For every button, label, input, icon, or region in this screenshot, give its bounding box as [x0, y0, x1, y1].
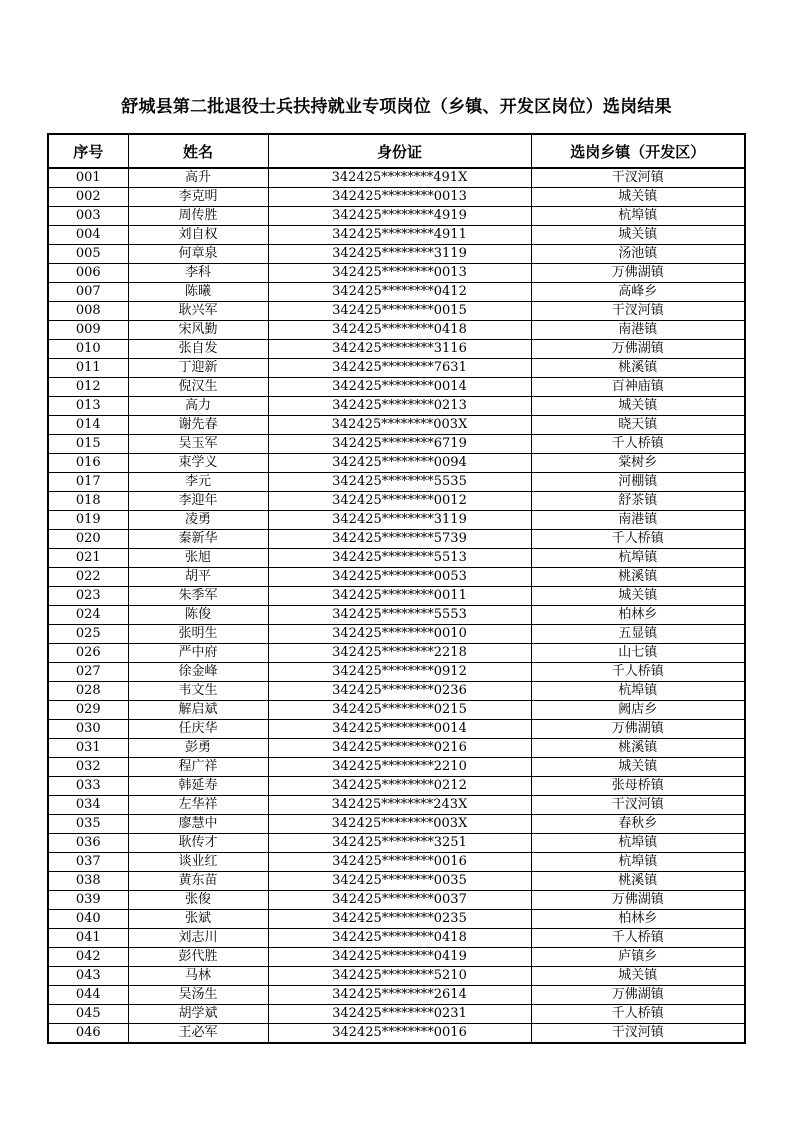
cell-serial-number: 017: [48, 473, 128, 492]
cell-serial-number: 045: [48, 1005, 128, 1024]
cell-name: 周传胜: [128, 207, 268, 226]
table-row: [48, 967, 745, 986]
cell-name: 解启斌: [128, 701, 268, 720]
cell-name: 何章泉: [128, 245, 268, 264]
cell-serial-number: 022: [48, 568, 128, 587]
cell-name: 马林: [128, 967, 268, 986]
cell-selected-town: 杭埠镇: [531, 834, 745, 853]
cell-serial-number: 033: [48, 777, 128, 796]
table-row: [48, 302, 745, 321]
cell-selected-town: 桃溪镇: [531, 568, 745, 587]
cell-id-number: 342425********0053: [268, 568, 531, 587]
table-row: [48, 587, 745, 606]
cell-serial-number: 015: [48, 435, 128, 454]
cell-name: 秦新华: [128, 530, 268, 549]
page-title: 舒城县第二批退役士兵扶持就业专项岗位（乡镇、开发区岗位）选岗结果: [121, 97, 672, 117]
table-row: [48, 644, 745, 663]
cell-selected-town: 舒茶镇: [531, 492, 745, 511]
cell-serial-number: 032: [48, 758, 128, 777]
table-row: [48, 872, 745, 891]
cell-selected-town: 干汊河镇: [531, 302, 745, 321]
table-row: [48, 777, 745, 796]
cell-serial-number: 031: [48, 739, 128, 758]
cell-selected-town: 桃溪镇: [531, 359, 745, 378]
cell-serial-number: 041: [48, 929, 128, 948]
cell-selected-town: 杭埠镇: [531, 549, 745, 568]
cell-serial-number: 030: [48, 720, 128, 739]
cell-serial-number: 004: [48, 226, 128, 245]
table-row: [48, 910, 745, 929]
cell-name: 陈曦: [128, 283, 268, 302]
cell-id-number: 342425********2210: [268, 758, 531, 777]
cell-name: 张自发: [128, 340, 268, 359]
table-row: [48, 435, 745, 454]
cell-name: 丁迎新: [128, 359, 268, 378]
cell-serial-number: 024: [48, 606, 128, 625]
cell-selected-town: 万佛湖镇: [531, 891, 745, 910]
cell-selected-town: 晓天镇: [531, 416, 745, 435]
cell-id-number: 342425********3251: [268, 834, 531, 853]
cell-name: 胡学斌: [128, 1005, 268, 1024]
cell-selected-town: 杭埠镇: [531, 853, 745, 872]
cell-id-number: 342425********7631: [268, 359, 531, 378]
table-row: [48, 606, 745, 625]
cell-id-number: 342425********0912: [268, 663, 531, 682]
cell-id-number: 342425********0215: [268, 701, 531, 720]
table-row: [48, 321, 745, 340]
table-row: [48, 378, 745, 397]
cell-selected-town: 五显镇: [531, 625, 745, 644]
table-row: [48, 397, 745, 416]
cell-name: 李元: [128, 473, 268, 492]
table-row: [48, 245, 745, 264]
cell-id-number: 342425********0412: [268, 283, 531, 302]
table-row: [48, 359, 745, 378]
cell-selected-town: 干汊河镇: [531, 1024, 745, 1044]
cell-name: 韦文生: [128, 682, 268, 701]
table-row: [48, 283, 745, 302]
table-row: [48, 682, 745, 701]
cell-serial-number: 006: [48, 264, 128, 283]
cell-name: 胡平: [128, 568, 268, 587]
table-row: [48, 416, 745, 435]
cell-id-number: 342425********003X: [268, 416, 531, 435]
cell-selected-town: 千人桥镇: [531, 435, 745, 454]
cell-id-number: 342425********0016: [268, 853, 531, 872]
cell-selected-town: 杭埠镇: [531, 207, 745, 226]
cell-selected-town: 桃溪镇: [531, 872, 745, 891]
cell-id-number: 342425********2614: [268, 986, 531, 1005]
cell-name: 谈业红: [128, 853, 268, 872]
cell-serial-number: 039: [48, 891, 128, 910]
cell-selected-town: 百神庙镇: [531, 378, 745, 397]
table-row: [48, 188, 745, 207]
cell-id-number: 342425********0013: [268, 188, 531, 207]
table-row: [48, 948, 745, 967]
cell-selected-town: 阙店乡: [531, 701, 745, 720]
cell-selected-town: 棠树乡: [531, 454, 745, 473]
cell-selected-town: 城关镇: [531, 758, 745, 777]
cell-selected-town: 南港镇: [531, 321, 745, 340]
cell-id-number: 342425********5535: [268, 473, 531, 492]
cell-selected-town: 桃溪镇: [531, 739, 745, 758]
cell-name: 李迎年: [128, 492, 268, 511]
cell-serial-number: 009: [48, 321, 128, 340]
cell-selected-town: 张母桥镇: [531, 777, 745, 796]
cell-serial-number: 005: [48, 245, 128, 264]
cell-serial-number: 037: [48, 853, 128, 872]
cell-serial-number: 013: [48, 397, 128, 416]
cell-name: 李克明: [128, 188, 268, 207]
cell-name: 黄东苗: [128, 872, 268, 891]
table-row: [48, 853, 745, 872]
cell-serial-number: 018: [48, 492, 128, 511]
cell-name: 刘志川: [128, 929, 268, 948]
cell-selected-town: 万佛湖镇: [531, 264, 745, 283]
cell-id-number: 342425********0012: [268, 492, 531, 511]
cell-name: 韩延寿: [128, 777, 268, 796]
table-header-row: [48, 134, 745, 168]
cell-selected-town: 山七镇: [531, 644, 745, 663]
cell-serial-number: 008: [48, 302, 128, 321]
table-row: [48, 663, 745, 682]
header-id-number: 身份证: [268, 134, 531, 168]
cell-id-number: 342425********3116: [268, 340, 531, 359]
cell-id-number: 342425********0014: [268, 720, 531, 739]
cell-serial-number: 028: [48, 682, 128, 701]
cell-id-number: 342425********0037: [268, 891, 531, 910]
cell-id-number: 342425********0035: [268, 872, 531, 891]
table-row: [48, 986, 745, 1005]
cell-serial-number: 040: [48, 910, 128, 929]
cell-name: 彭勇: [128, 739, 268, 758]
cell-name: 陈俊: [128, 606, 268, 625]
table-row: [48, 473, 745, 492]
cell-serial-number: 016: [48, 454, 128, 473]
table-row: [48, 454, 745, 473]
cell-selected-town: 干汊河镇: [531, 168, 745, 188]
cell-selected-town: 城关镇: [531, 188, 745, 207]
cell-selected-town: 河棚镇: [531, 473, 745, 492]
cell-serial-number: 034: [48, 796, 128, 815]
cell-name: 严中府: [128, 644, 268, 663]
cell-id-number: 342425********4911: [268, 226, 531, 245]
table-row: [48, 625, 745, 644]
cell-serial-number: 038: [48, 872, 128, 891]
cell-serial-number: 036: [48, 834, 128, 853]
cell-serial-number: 011: [48, 359, 128, 378]
header-selected-town: 选岗乡镇（开发区）: [531, 134, 745, 168]
table-row: [48, 530, 745, 549]
cell-name: 宋风勤: [128, 321, 268, 340]
cell-name: 朱季军: [128, 587, 268, 606]
header-name: 姓名: [128, 134, 268, 168]
cell-serial-number: 035: [48, 815, 128, 834]
cell-name: 徐金峰: [128, 663, 268, 682]
cell-name: 任庆华: [128, 720, 268, 739]
cell-name: 左华祥: [128, 796, 268, 815]
cell-name: 张旭: [128, 549, 268, 568]
cell-selected-town: 千人桥镇: [531, 929, 745, 948]
cell-serial-number: 023: [48, 587, 128, 606]
cell-serial-number: 046: [48, 1024, 128, 1044]
cell-id-number: 342425********3119: [268, 245, 531, 264]
cell-id-number: 342425********5513: [268, 549, 531, 568]
cell-selected-town: 杭埠镇: [531, 682, 745, 701]
table-row: [48, 568, 745, 587]
table-row: [48, 929, 745, 948]
cell-id-number: 342425********0235: [268, 910, 531, 929]
table-row: [48, 758, 745, 777]
cell-serial-number: 014: [48, 416, 128, 435]
cell-id-number: 342425********5739: [268, 530, 531, 549]
table-row: [48, 815, 745, 834]
cell-selected-town: 万佛湖镇: [531, 340, 745, 359]
cell-name: 刘自权: [128, 226, 268, 245]
cell-selected-town: 柏林乡: [531, 606, 745, 625]
cell-id-number: 342425********0418: [268, 321, 531, 340]
cell-id-number: 342425********0011: [268, 587, 531, 606]
table-row: [48, 891, 745, 910]
cell-id-number: 342425********0418: [268, 929, 531, 948]
results-table: [47, 133, 746, 1044]
table-row: [48, 796, 745, 815]
table-row: [48, 1005, 745, 1024]
table-row: [48, 226, 745, 245]
cell-selected-town: 高峰乡: [531, 283, 745, 302]
cell-serial-number: 010: [48, 340, 128, 359]
cell-selected-town: 千人桥镇: [531, 663, 745, 682]
table-row: [48, 720, 745, 739]
cell-serial-number: 002: [48, 188, 128, 207]
cell-id-number: 342425********0236: [268, 682, 531, 701]
cell-selected-town: 城关镇: [531, 226, 745, 245]
cell-selected-town: 汤池镇: [531, 245, 745, 264]
table-row: [48, 834, 745, 853]
cell-id-number: 342425********2218: [268, 644, 531, 663]
cell-id-number: 342425********0014: [268, 378, 531, 397]
cell-serial-number: 026: [48, 644, 128, 663]
cell-serial-number: 044: [48, 986, 128, 1005]
cell-name: 高升: [128, 168, 268, 188]
cell-selected-town: 南港镇: [531, 511, 745, 530]
header-serial-number: 序号: [48, 134, 128, 168]
cell-selected-town: 柏林乡: [531, 910, 745, 929]
cell-name: 凌勇: [128, 511, 268, 530]
cell-id-number: 342425********0213: [268, 397, 531, 416]
cell-serial-number: 021: [48, 549, 128, 568]
table-row: [48, 168, 745, 188]
cell-id-number: 342425********4919: [268, 207, 531, 226]
cell-serial-number: 003: [48, 207, 128, 226]
cell-name: 耿传才: [128, 834, 268, 853]
cell-serial-number: 042: [48, 948, 128, 967]
cell-selected-town: 千人桥镇: [531, 1005, 745, 1024]
cell-selected-town: 干汊河镇: [531, 796, 745, 815]
cell-name: 彭代胜: [128, 948, 268, 967]
cell-id-number: 342425********6719: [268, 435, 531, 454]
table-body: [48, 168, 745, 1043]
cell-name: 张明生: [128, 625, 268, 644]
cell-id-number: 342425********0212: [268, 777, 531, 796]
table-row: [48, 511, 745, 530]
cell-serial-number: 019: [48, 511, 128, 530]
cell-id-number: 342425********0094: [268, 454, 531, 473]
cell-name: 高力: [128, 397, 268, 416]
cell-selected-town: 城关镇: [531, 587, 745, 606]
cell-id-number: 342425********3119: [268, 511, 531, 530]
cell-serial-number: 007: [48, 283, 128, 302]
cell-name: 倪汉生: [128, 378, 268, 397]
table-row: [48, 492, 745, 511]
cell-name: 耿兴军: [128, 302, 268, 321]
cell-name: 吴玉军: [128, 435, 268, 454]
cell-selected-town: 城关镇: [531, 397, 745, 416]
cell-serial-number: 020: [48, 530, 128, 549]
cell-name: 李科: [128, 264, 268, 283]
table-row: [48, 264, 745, 283]
cell-id-number: 342425********0015: [268, 302, 531, 321]
cell-name: 张俊: [128, 891, 268, 910]
cell-selected-town: 万佛湖镇: [531, 986, 745, 1005]
cell-name: 张斌: [128, 910, 268, 929]
cell-id-number: 342425********0231: [268, 1005, 531, 1024]
table-row: [48, 1024, 745, 1044]
cell-id-number: 342425********491X: [268, 168, 531, 188]
table-row: [48, 340, 745, 359]
cell-serial-number: 012: [48, 378, 128, 397]
cell-id-number: 342425********003X: [268, 815, 531, 834]
cell-serial-number: 029: [48, 701, 128, 720]
cell-id-number: 342425********5553: [268, 606, 531, 625]
cell-id-number: 342425********0016: [268, 1024, 531, 1044]
cell-selected-town: 千人桥镇: [531, 530, 745, 549]
cell-name: 王必军: [128, 1024, 268, 1044]
cell-serial-number: 001: [48, 168, 128, 188]
cell-serial-number: 025: [48, 625, 128, 644]
table-row: [48, 207, 745, 226]
cell-name: 程广祥: [128, 758, 268, 777]
cell-name: 吴汤生: [128, 986, 268, 1005]
cell-id-number: 342425********0013: [268, 264, 531, 283]
cell-selected-town: 万佛湖镇: [531, 720, 745, 739]
cell-serial-number: 043: [48, 967, 128, 986]
table-row: [48, 701, 745, 720]
cell-selected-town: 城关镇: [531, 967, 745, 986]
cell-id-number: 342425********243X: [268, 796, 531, 815]
cell-id-number: 342425********0010: [268, 625, 531, 644]
cell-id-number: 342425********5210: [268, 967, 531, 986]
cell-id-number: 342425********0216: [268, 739, 531, 758]
cell-name: 束学义: [128, 454, 268, 473]
cell-name: 廖慧中: [128, 815, 268, 834]
table-row: [48, 739, 745, 758]
cell-selected-town: 春秋乡: [531, 815, 745, 834]
cell-name: 谢先春: [128, 416, 268, 435]
cell-serial-number: 027: [48, 663, 128, 682]
cell-selected-town: 庐镇乡: [531, 948, 745, 967]
table-row: [48, 549, 745, 568]
cell-id-number: 342425********0419: [268, 948, 531, 967]
